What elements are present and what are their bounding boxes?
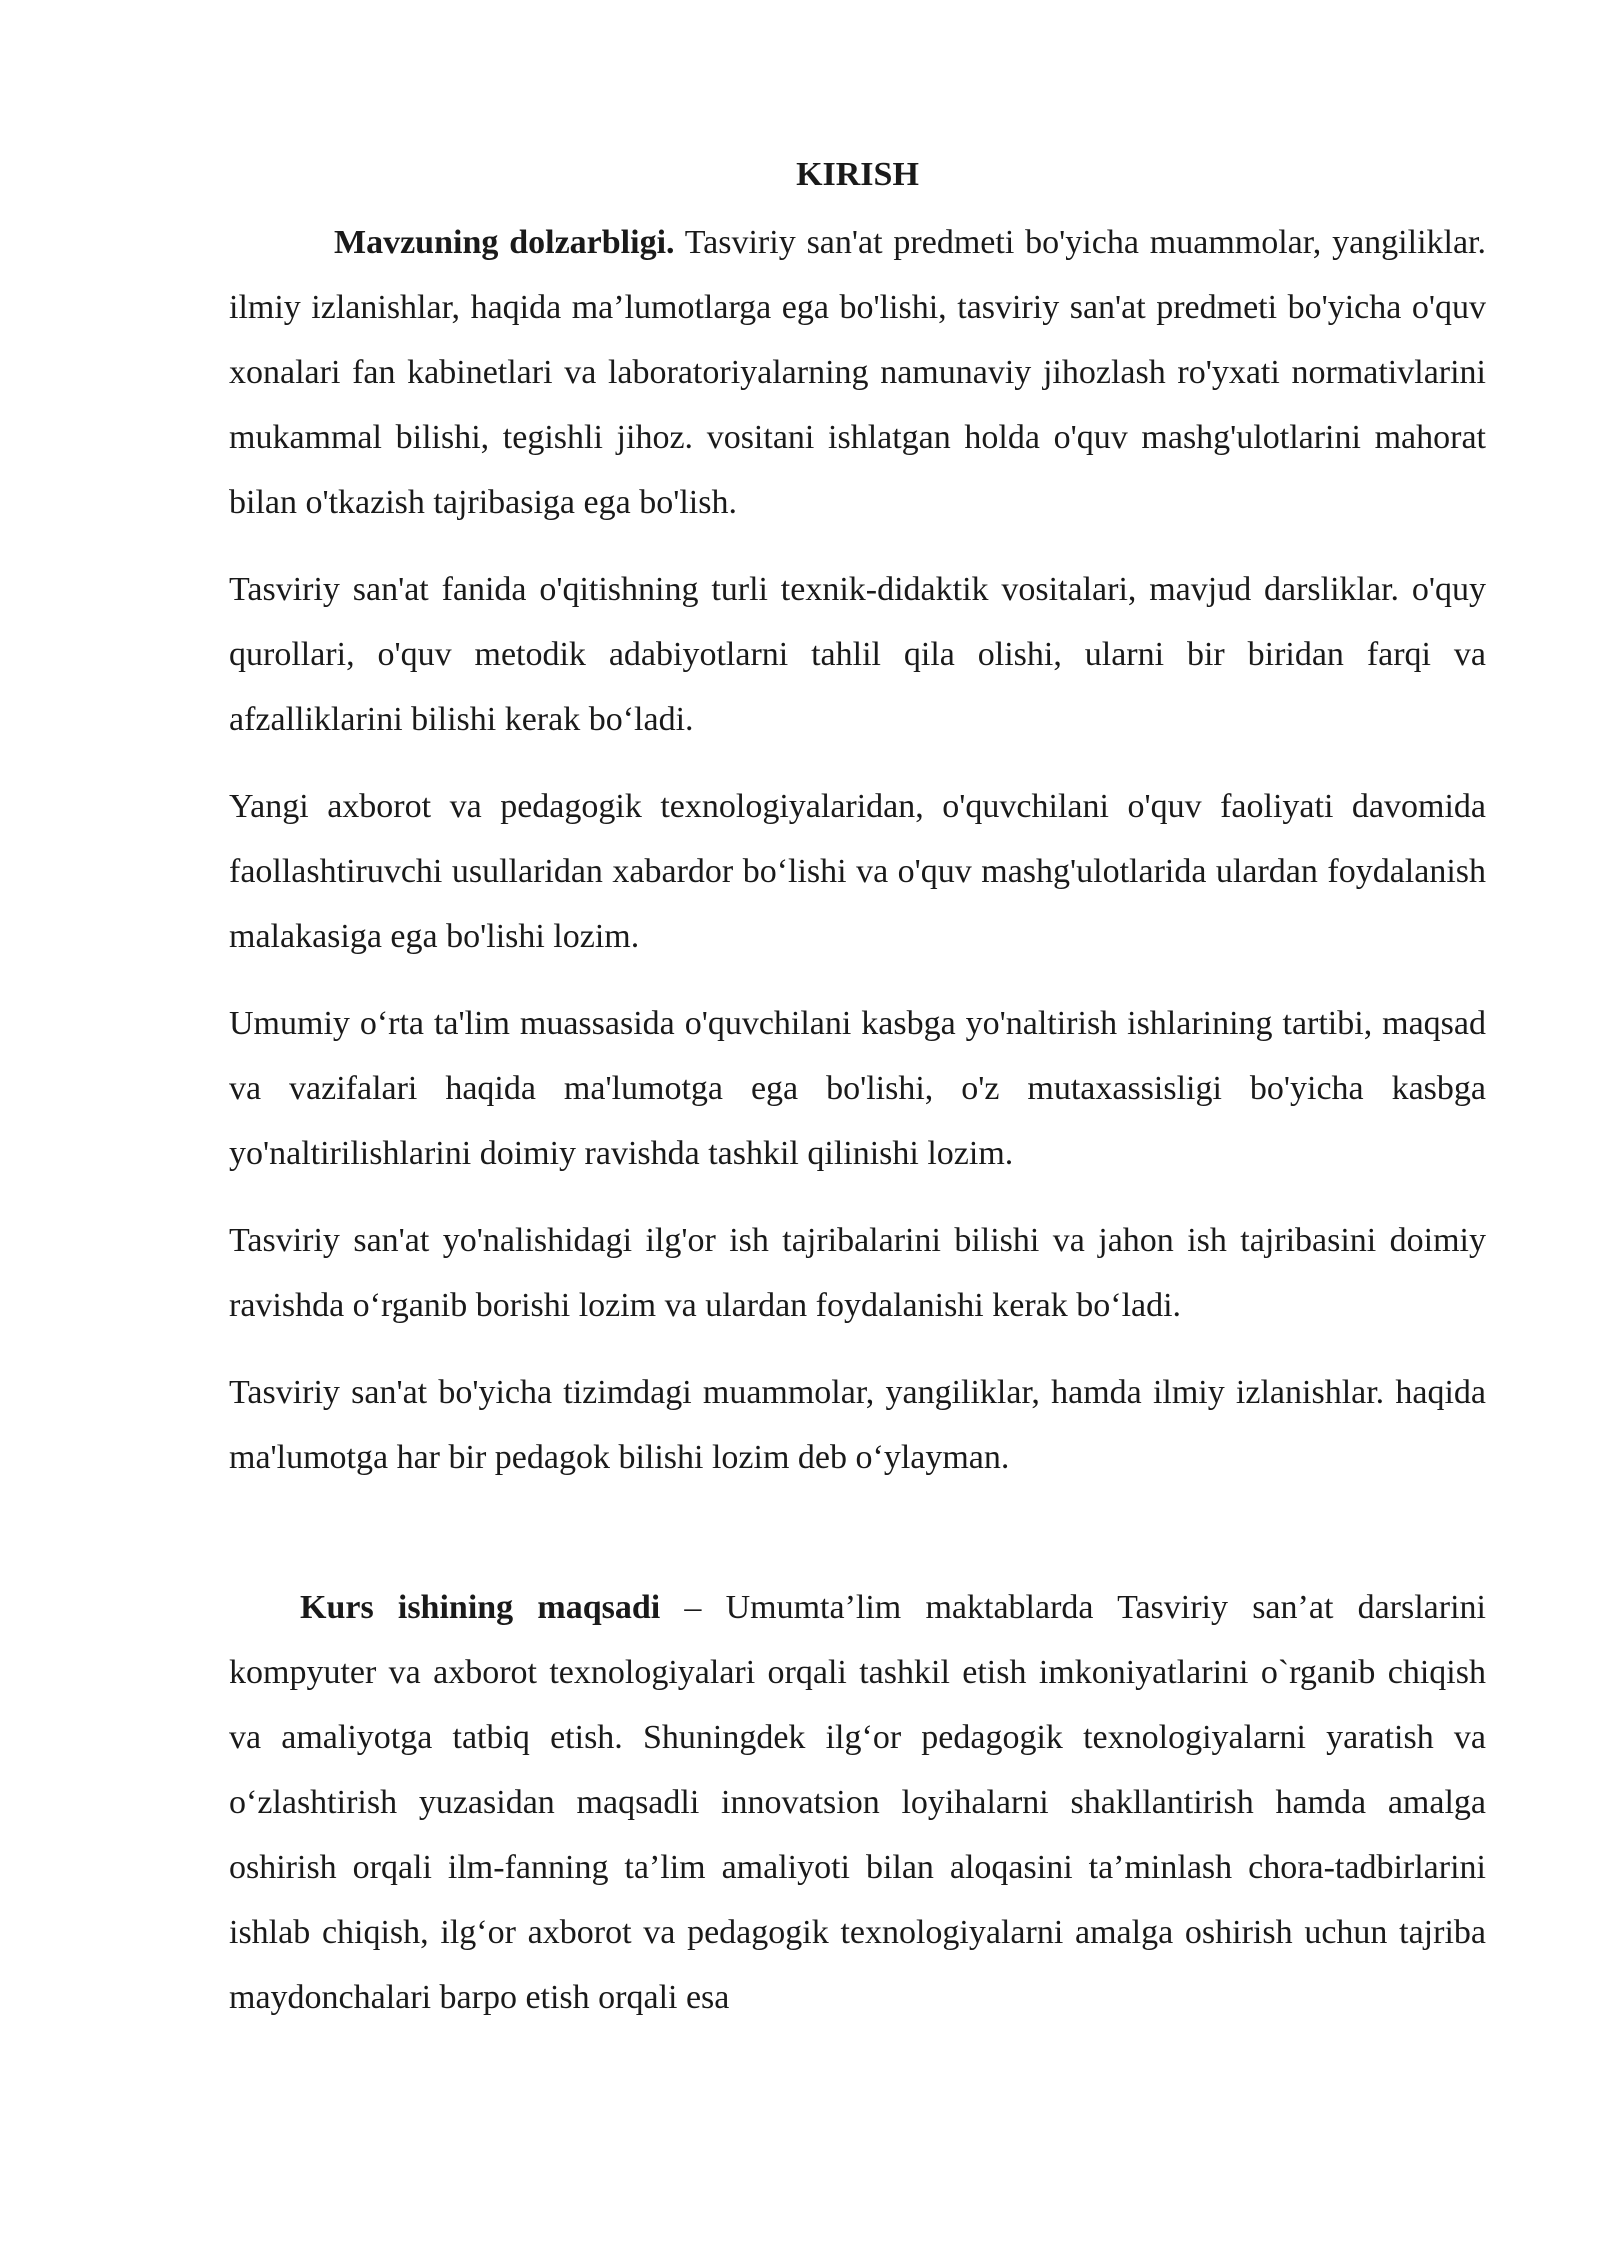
paragraph-relevance [229, 210, 1486, 535]
paragraph: Yangi axborot va pedagogik texnologiyalaridan, o'quvchilani o'quv faoliyati davomida faollashtiruvchi usullaridan xabardor bo‘lishi va o'quv mashg'ulotlarida ulardan foydalanish malakasiga ega bo'lishi lozim. [229, 788, 1486, 955]
document-page [229, 140, 1486, 2030]
paragraph-lead: Kurs ishining maqsadi [300, 1589, 661, 1626]
paragraph: Tasviriy san'at fanida o'qitishning turli texnik-didaktik vositalari, mavjud darsliklar. o'quy qurollari, o'quv metodik adabiyotlarni tahlil qila olishi, ularni bir biridan farqi va afzalliklarini bilishi kerak bo‘ladi. [229, 571, 1486, 738]
paragraph-course-goal [229, 1575, 1486, 2030]
paragraph: Tasviriy san'at bo'yicha tizimdagi muammolar, yangiliklar, hamda ilmiy izlanishlar. haqida ma'lumotga har bir pedagok bilishi lozim deb o‘ylayman. [229, 1374, 1486, 1476]
paragraph-lead: Mavzuning dolzarbligi. [334, 224, 675, 261]
paragraph-text: Tasviriy san'at predmeti bo'yicha muammolar, yangiliklar. ilmiy izlanishlar, haqida ma’lumotlarga ega bo'lishi, tasviriy san'at predmeti bo'yicha o'quv xonalari fan kabinetlari va laboratoriyalarning namunaviy jihozlash ro'yxati normativlarini mukammal bilishi, tegishli jihoz. vositani ishlatgan holda o'quv mashg'ulotlarini mahorat bilan o'tkazish tajribasiga ega bo'lish. [229, 224, 1486, 521]
page-title: KIRISH [796, 156, 919, 193]
paragraph: Umumiy o‘rta ta'lim muassasida o'quvchilani kasbga yo'naltirish ishlarining tartibi, maqsad va vazifalari haqida ma'lumotga ega bo'lishi, o'z mutaxassisligi bo'yicha kasbga yo'naltirilishlarini doimiy ravishda tashkil qilinishi lozim. [229, 1005, 1486, 1172]
paragraph: Tasviriy san'at yo'nalishidagi ilg'or ish tajribalarini bilishi va jahon ish tajribasini doimiy ravishda o‘rganib borishi lozim va ulardan foydalanishi kerak bo‘ladi. [229, 1222, 1486, 1324]
paragraph-text: – Umumta’lim maktablarda Tasviriy san’at darslarini kompyuter va axborot texnologiyalari orqali tashkil etish imkoniyatlarini o`rganib chiqish va amaliyotga tatbiq etish. Shuningdek ilg‘or pedagogik texnologiyalarni yaratish va o‘zlashtirish yuzasidan maqsadli innovatsion loyihalarni shakllantirish hamda amalga oshirish orqali ilm-fanning ta’lim amaliyoti bilan aloqasini ta’minlash chora-tadbirlarini ishlab chiqish, ilg‘or axborot va pedagogik texnologiyalarni amalga oshirish uchun tajriba maydonchalari barpo etish orqali esa [229, 1589, 1486, 2016]
